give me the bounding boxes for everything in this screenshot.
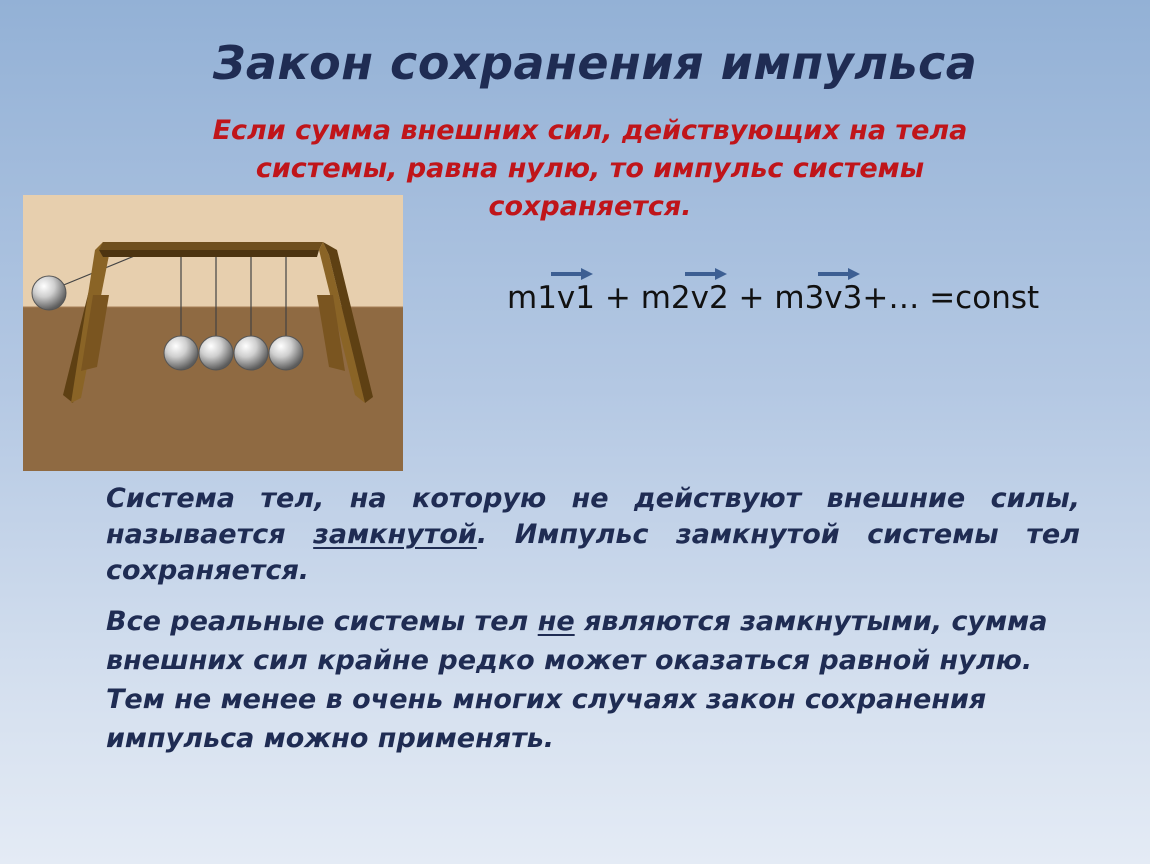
vector-arrow-icon <box>685 267 727 281</box>
velocity-label: v2 <box>690 280 729 316</box>
resting-ball <box>234 336 268 370</box>
vector-arrow-icon <box>551 267 593 281</box>
paragraph-text: Система тел, на которую не действуют внешние силы, называется <box>106 483 1080 550</box>
swinging-ball <box>32 276 66 310</box>
slide-title: Закон сохранения импульса <box>212 36 978 90</box>
formula-mass-3: m3 <box>774 280 825 316</box>
formula-plus: + <box>595 280 641 316</box>
closed-system-paragraph <box>106 481 1080 589</box>
formula-mass-1: m1 <box>507 280 557 316</box>
formula-velocity-1 <box>557 280 595 316</box>
law-line: системы, равна нулю, то импульс системы <box>255 153 925 184</box>
law-line: сохраняется. <box>488 191 692 222</box>
paragraph-text: являются замкнутыми, сумма внешних сил крайне редко может оказаться равной нулю. Тем не менее в очень многих случаях закон сохранения импульса можно применять. <box>106 606 1048 754</box>
vector-arrow-icon <box>818 267 860 281</box>
resting-ball <box>199 336 233 370</box>
velocity-label: v3 <box>824 280 863 316</box>
resting-ball <box>269 336 303 370</box>
formula-tail: +… =const <box>862 280 1040 316</box>
real-systems-paragraph <box>106 602 1086 758</box>
momentum-formula <box>507 280 1039 316</box>
velocity-label: v1 <box>556 280 595 316</box>
formula-velocity-3 <box>824 280 862 316</box>
formula-mass-2: m2 <box>640 280 691 316</box>
formula-velocity-2 <box>691 280 729 316</box>
underlined-term: замкнутой <box>313 519 477 550</box>
law-line: Если сумма внешних сил, действующих на тела <box>212 115 968 146</box>
formula-plus: + <box>728 280 775 316</box>
underlined-term: не <box>537 606 575 637</box>
paragraph-text: . Импульс замкнутой системы тел сохраняется. <box>106 519 1080 586</box>
paragraph-text: Все реальные системы тел <box>106 606 538 637</box>
newtons-cradle-illustration <box>23 195 403 471</box>
resting-ball <box>164 336 198 370</box>
